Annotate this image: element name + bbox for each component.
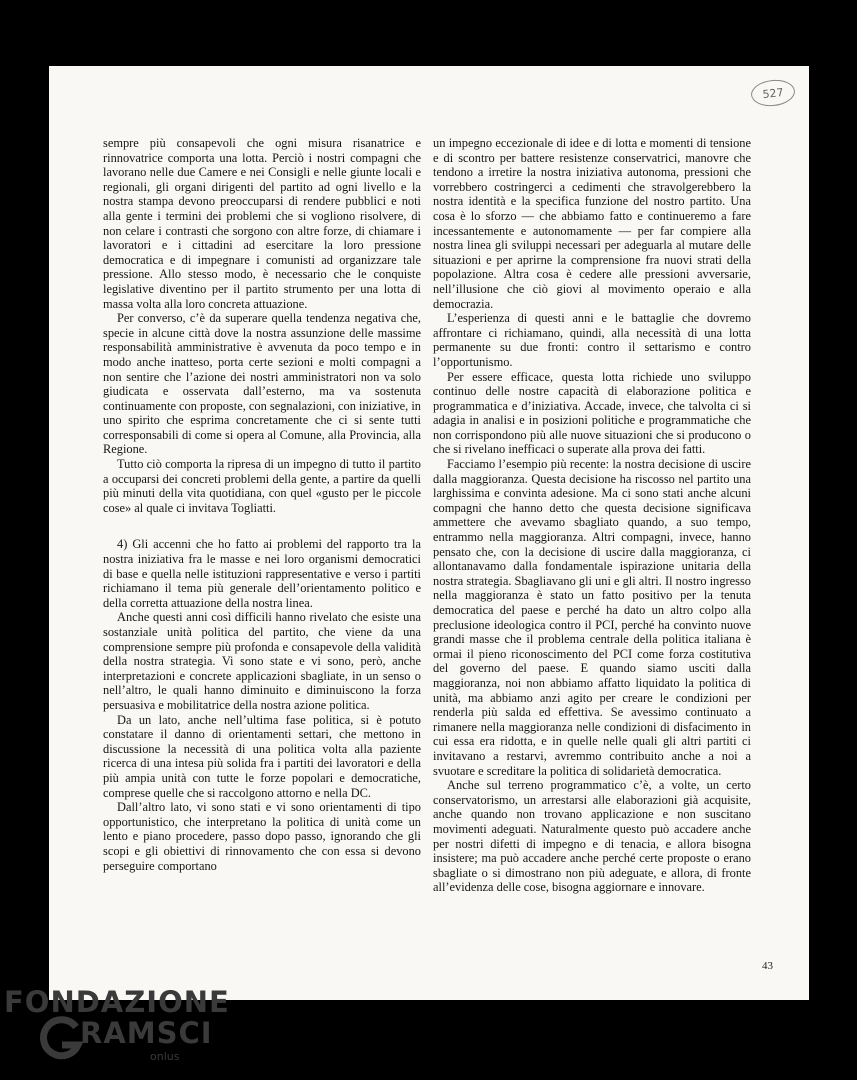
paragraph: Da un lato, anche nell’ultima fase politica, si è potuto constatare il danno di orientamenti settari, che mettono in discussione la necessità di una politica volta alla paziente ricerca di una intesa più solida fra i partiti dei lavoratori e della più ampia unità con tutte le forze popolari e democratiche, comprese quelle che si raccolgono attorno e nella DC. (103, 712, 421, 800)
archive-stamp: 527 (750, 78, 796, 108)
watermark-line3: onlus (150, 1050, 180, 1063)
paragraph: Per essere efficace, questa lotta richiede uno sviluppo continuo delle nostre capacità di elaborazione politica e programmatica e d’iniziativa. Accade, invece, che talvolta ci si adagia in analisi e in posizioni politiche e programmatiche che non corrispondono più alle nuove situazioni che si producono o che si rivelano inefficaci o superate alla prova dei fatti. (433, 369, 751, 457)
document-page (49, 66, 809, 1000)
paragraph: Facciamo l’esempio più recente: la nostra decisione di uscire dalla maggioranza. Questa decisione ha riscosso nel partito una larghissima e convinta adesione. Ma ci sono stati anche alcuni compagni che hanno detto che questa decisione significava ammettere che avevamo sbagliato quando, a suo tempo, entrammo nella maggioranza. Altri compagni, invece, hanno pensato che, con la decisione di uscire dalla maggioranza, ci allontanavamo dalla fondamentale ispirazione unitaria della nostra strategia. Sbagliavano gli uni e gli altri. Il nostro ingresso nella maggioranza è stato un fatto positivo per la tenuta democratica del paese e perché ha dato un altro colpo alla preclusione ideologica contro il PCI, perché ha convinto nuove grandi masse che il problema centrale della politica italiana è ormai il pieno riconoscimento del PCI come forza costitutiva del governo del paese. E quando siamo usciti dalla maggioranza, noi non abbiamo affatto liquidato la politica di unità, ma abbiamo anzi agito per creare le condizioni per renderla più salda ed effettiva. Se avessimo continuato a rimanere nella maggioranza nelle condizioni di disfacimento in cui essa era ridotta, e in quelle nelle quali gli altri partiti ci invitavano a restarvi, avremmo contribuito anche a noi a svuotare e screditare la politica di solidarietà democratica. (433, 457, 751, 778)
paragraph: Per converso, c’è da superare quella tendenza negativa che, specie in alcune città dove la nostra assunzione delle massime responsabilità amministrative è avvenuta da poco tempo e in modo anche inatteso, porta certe sezioni e molti compagni a non sentire che l’azione dei nostri amministratori non va solo giudicata e osservata dall’esterno, ma va sostenuta continuamente con proposte, con segnalazioni, con iniziative, in uno spirito che esprima concretamente che ci si sente tutti corresponsabili di come si opera al Comune, alla Provincia, alla Regione. (103, 311, 421, 457)
paragraph: L’esperienza di questi anni e le battaglie che dovremo affrontare ci richiamano, quindi, alla necessità di una lotta permanente su due fronti: contro il settarismo e contro l’opportunismo. (433, 311, 751, 369)
fondazione-gramsci-watermark (4, 985, 230, 1075)
right-column (433, 136, 751, 895)
section-paragraph: 4) Gli accenni che ho fatto ai problemi del rapporto tra la nostra iniziativa fra le masse e nei loro organismi democratici di base e quella nelle istituzioni rappresentative e verso i partiti richiamano il tema più generale dell’orientamento politico e della corretta attuazione della nostra linea. (103, 537, 421, 610)
watermark-line2: RAMSCI (80, 1016, 213, 1050)
page-number: 43 (762, 960, 773, 972)
paragraph: sempre più consapevoli che ogni misura risanatrice e rinnovatrice comporta una lotta. Perciò i nostri compagni che lavorano nelle due Camere e nei Consigli e nelle giunte locali e regionali, gli organi dirigenti del partito ad ogni livello e la nostra stampa devono preoccuparsi di rendere pubblici e noti alla gente i termini dei problemi che si vogliono risolvere, di non celare i contrasti che sorgono con altre forze, di chiamare i lavoratori e i cittadini ad esercitare la loro pressione democratica e di impegnare i comunisti ad organizzare tale pressione. Allo stesso modo, è necessario che le conquiste legislative diventino per il partito strumento per una lotta di massa volta alla loro concreta attuazione. (103, 136, 421, 311)
paragraph: Anche sul terreno programmatico c’è, a volte, un certo conservatorismo, un arrestarsi alle elaborazioni già acquisite, anche quando non trovano applicazione e non suscitano movimenti adeguati. Naturalmente questo può accadere anche per nostri difetti di impegno e di tenacia, e allora bisogna insistere; ma può accadere anche perché certe proposte o erano sbagliate o si dimostrano non più adeguate, e allora, di fronte all’evidenza delle cose, bisogna aggiornare e innovare. (433, 778, 751, 895)
watermark-line1: FONDAZIONE (4, 985, 230, 1019)
paragraph: Dall’altro lato, vi sono stati e vi sono orientamenti di tipo opportunistico, che interpretano la politica di unità come un lento e piano procedere, passo dopo passo, ignorando che gli scopi e gli obiettivi di rinnovamento che con essa si devono perseguire comportano (103, 800, 421, 873)
paragraph: Tutto ciò comporta la ripresa di un impegno di tutto il partito a occuparsi dei concreti problemi della gente, a partire da quelli più minuti della vita quotidiana, con quel «gusto per le piccole cose» al quale ci invitava Togliatti. (103, 457, 421, 515)
left-column (103, 136, 421, 873)
paragraph: Anche questi anni così difficili hanno rivelato che esiste una sostanziale unità politica del partito, che viene da una comprensione sempre più profonda e consapevole della validità della nostra strategia. Vi sono state e vi sono, però, anche interpretazioni e concrete applicazioni sbagliate, in un senso o nell’altro, le quali hanno diminuito e diminuiscono la forza persuasiva e mobilitatrice della nostra azione politica. (103, 610, 421, 712)
paragraph: un impegno eccezionale di idee e di lotta e momenti di tensione e di scontro per battere resistenze conservatrici, manovre che tendono a irretire la nostra iniziativa autonoma, pressioni che vorrebbero costringerci a cedimenti che stravolgerebbero la nostra identità e la specifica funzione del nostro partito. Una cosa è lo sforzo — che abbiamo fatto e continueremo a fare incessantemente e autonomamente — per far compiere alla nostra linea gli sviluppi necessari per adeguarla al mutare delle situazioni e per aprirne la comprensione fra nuovi strati della popolazione. Altra cosa è cedere alle pressioni avversarie, nell’illusione che ciò giovi al movimento operaio e alla democrazia. (433, 136, 751, 311)
g-logo-icon (36, 1015, 84, 1063)
